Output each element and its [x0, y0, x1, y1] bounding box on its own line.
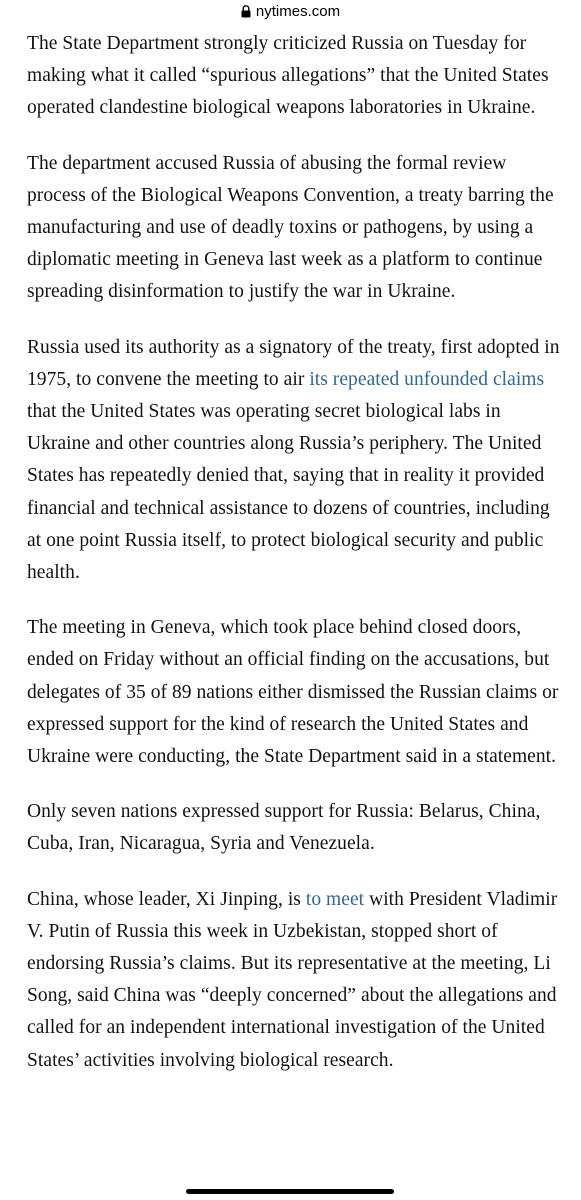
article-paragraph-6: [27, 884, 562, 1077]
lock-icon: [241, 5, 251, 18]
browser-address-bar[interactable]: [0, 0, 581, 22]
article-body: [27, 28, 562, 1100]
repeated-claims-link[interactable]: its repeated unfounded claims: [309, 368, 545, 390]
paragraph-text: with President Vladimir V. Putin of Russia this week in Uzbekistan, stopped short of endorsing Russia’s claims. But its representative at the meeting, Li Song, said China was “deeply concerned” about the allegations and called for an independent international investigation of the United States’ activities involving biological research.: [27, 888, 558, 1071]
article-paragraph-1: The State Department strongly criticized Russia on Tuesday for making what it called “spurious allegations” that the United States operated clandestine biological weapons laboratories in Ukraine.: [27, 33, 549, 119]
paragraph-text: Russia used its authority as a signatory of the treaty, first adopted in 1975, to convene the meeting to air: [27, 336, 560, 390]
paragraph-text: China, whose leader, Xi Jinping, is: [27, 888, 306, 910]
paragraph-text: that the United States was operating secret biological labs in Ukraine and other countries along Russia’s periphery. The United States has repeatedly denied that, saying that in reality it provided financial and technical assistance to dozens of countries, including at one point Russia itself, to protect biological security and public health.: [27, 401, 550, 584]
to-meet-link[interactable]: to meet: [305, 888, 365, 910]
article-paragraph-4: The meeting in Geneva, which took place behind closed doors, ended on Friday without an official finding on the accusations, but delegates of 35 of 89 nations either dismissed the Russian claims or expressed support for the kind of research the United States and Ukraine were conducting, the State Department said in a statement.: [27, 617, 559, 768]
article-paragraph-3: [27, 332, 562, 590]
article-paragraph-5: Only seven nations expressed support for Russia: Belarus, China, Cuba, Iran, Nicaragua, Syria and Venezuela.: [27, 801, 541, 855]
url-text: nytimes.com: [255, 2, 341, 20]
article-paragraph-2: The department accused Russia of abusing the formal review process of the Biological Weapons Convention, a treaty barring the manufacturing and use of deadly toxins or pathogens, by using a diplomatic meeting in Geneva last week as a platform to continue spreading disinformation to justify the war in Ukraine.: [27, 152, 554, 303]
home-indicator[interactable]: [186, 1189, 394, 1194]
